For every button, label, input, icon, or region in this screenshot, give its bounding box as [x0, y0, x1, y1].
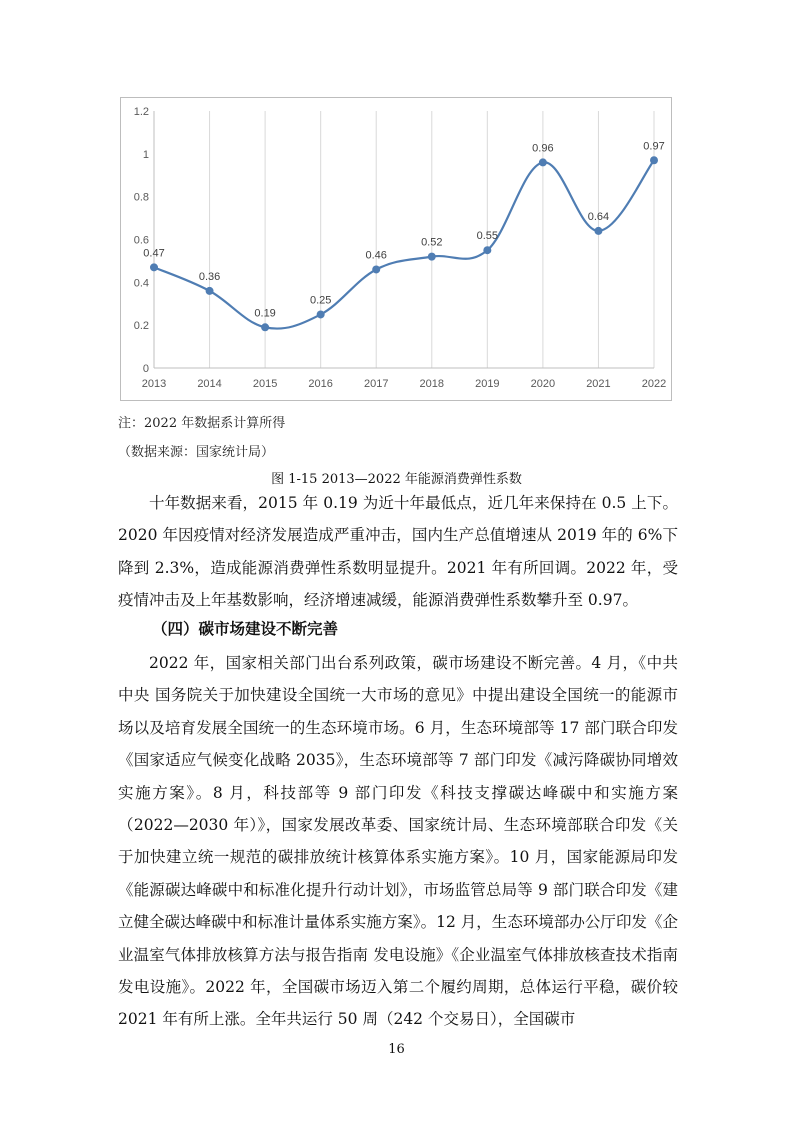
- figure-caption: 图 1-15 2013—2022 年能源消费弹性系数: [271, 472, 522, 487]
- data-point: [261, 323, 269, 331]
- data-point: [428, 253, 436, 261]
- paragraph-2: 2022 年，国家相关部门出台系列政策，碳市场建设不断完善。4 月，《中共中央 国务院关于加快建设全国统一大市场的意见》中提出建设全国统一的能源市场以及培育发展全国统一的生态环境市场。6 月，生态环境部等 17 部门联合印发《国家适应气候变化战略 2035》，生态环境部等 7 部门印发《减污降碳协同增效实施方案》。8 月，科技部等 9 部门印发《科技支撑碳达峰碳中和实施方案（2022—2030 年）》，国家发展改革委、国家统计局、生态环境部联合印发《关于加快建立统一规范的碳排放统计核算体系实施方案》。10 月，国家能源局印发《能源碳达峰碳中和标准化提升行动计划》，市场监管总局等 9 部门联合印发《建立健全碳达峰碳中和标准计量体系实施方案》。12 月，生态环境部办公厅印发《企业温室气体排放核算方法与报告指南 发电设施》《企业温室气体排放核查技术指南 发电设施》。2022 年，全国碳市场迈入第二个履约周期，总体运行平稳，碳价较 2021 年有所上涨。全年共运行 50 周（242 个交易日），全国碳市: [118, 654, 678, 1029]
- y-tick-label: 1.2: [133, 106, 149, 118]
- data-label: 0.25: [309, 294, 332, 307]
- data-note: 注：2022 年数据系计算所得: [118, 416, 286, 431]
- data-label: 0.47: [143, 247, 165, 260]
- y-tick-label: 0.6: [133, 234, 149, 247]
- x-tick-label: 2017: [363, 378, 389, 390]
- x-tick-label: 2013: [141, 378, 167, 390]
- x-tick-label: 2015: [252, 378, 278, 390]
- data-label: 0.19: [254, 307, 276, 320]
- x-tick-label: 2020: [530, 378, 556, 390]
- data-label: 0.36: [198, 270, 221, 283]
- chart-frame: [120, 97, 672, 401]
- y-tick-label: 0.8: [133, 191, 149, 204]
- line-chart: [121, 98, 673, 402]
- data-label: 0.46: [365, 249, 387, 262]
- y-tick-label: 0.2: [133, 320, 149, 333]
- data-point: [594, 227, 602, 235]
- x-tick-label: 2014: [197, 378, 222, 390]
- y-tick-label: 1: [142, 148, 149, 161]
- y-tick-label: 0.4: [133, 277, 149, 290]
- data-label: 0.64: [587, 210, 610, 223]
- y-tick-label: 0: [142, 363, 149, 375]
- data-point: [539, 158, 547, 166]
- data-source-note: （数据来源：国家统计局）: [118, 445, 275, 460]
- paragraph-carbon-market: [118, 647, 678, 1036]
- x-tick-label: 2016: [308, 378, 333, 390]
- data-point: [483, 246, 491, 254]
- series-line: [154, 160, 654, 328]
- data-point: [650, 156, 658, 164]
- x-tick-label: 2022: [641, 378, 667, 390]
- x-tick-label: 2019: [475, 378, 500, 390]
- section-heading: （四）碳市场建设不断完善: [152, 619, 339, 638]
- x-tick-label: 2018: [419, 378, 445, 390]
- data-label: 0.55: [476, 230, 499, 243]
- paragraph-analysis: [118, 487, 678, 617]
- data-point: [372, 265, 380, 273]
- data-label: 0.96: [532, 142, 554, 155]
- data-point: [150, 263, 158, 271]
- x-tick-label: 2021: [586, 378, 611, 390]
- page-number: 16: [388, 1042, 405, 1057]
- data-label: 0.52: [421, 236, 443, 249]
- data-label: 0.97: [643, 140, 665, 153]
- paragraph-1: 十年数据来看，2015 年 0.19 为近十年最低点，近几年来保持在 0.5 上下。2020 年因疫情对经济发展造成严重冲击，国内生产总值增速从 2019 年的 6%下降到 2.3%，造成能源消费弹性系数明显提升。2021 年有所回调。2022 年，受疫情冲击及上年基数影响，经济增速减缓，能源消费弹性系数攀升至 0.97。: [118, 494, 678, 610]
- data-point: [317, 310, 325, 318]
- data-point: [206, 287, 214, 295]
